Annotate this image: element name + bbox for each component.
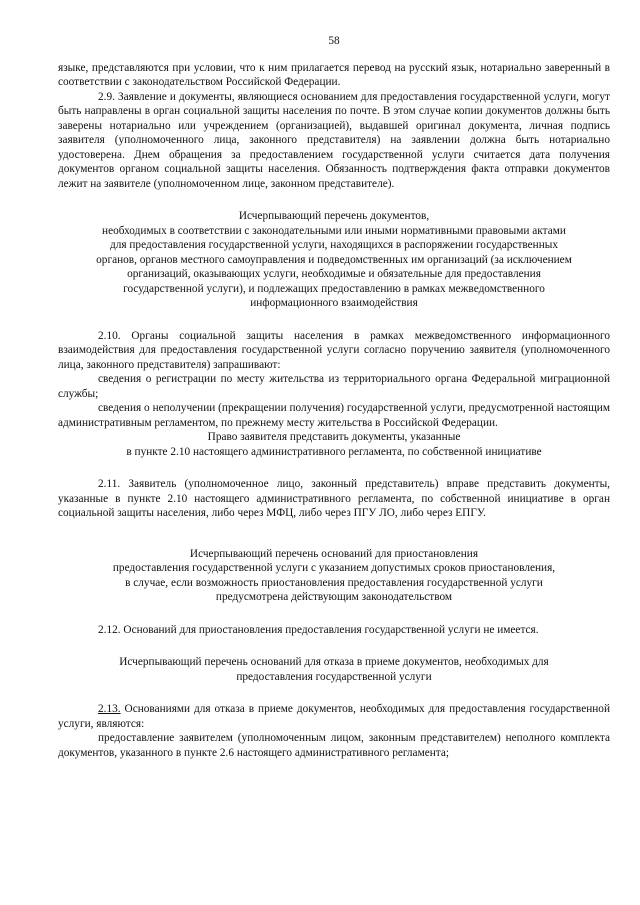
paragraph-2-11: 2.11. Заявитель (уполномоченное лицо, законный представитель) вправе представить документы, указанные в пункте 2.10 настоящего административного регламента, по собственной инициативе в орган социальной защиты населения, либо через МФЦ, либо через ПГУ ЛО, либо через ЕПГУ. [58, 478, 610, 519]
heading-line: в пункте 2.10 настоящего административного регламента, по собственной инициативе [126, 445, 542, 458]
paragraph-2-12: 2.12. Оснований для приостановления предоставления государственной услуги не имеется. [98, 623, 539, 636]
paragraph-2-13-number: 2.13. [98, 703, 121, 715]
paragraph-2-13 [58, 702, 610, 731]
heading-documents-list [58, 209, 610, 311]
heading-line: органов, органов местного самоуправления и подведомственных им организаций (за исключением [96, 253, 572, 266]
heading-line: Исчерпывающий перечень документов, [238, 210, 430, 222]
heading-applicant-right [58, 430, 610, 459]
heading-line: государственной услуги), и подлежащих предоставлению в рамках межведомственного [123, 282, 545, 295]
heading-line: организаций, оказывающих услуги, необходимые и обязательные для предоставления [127, 268, 541, 280]
paragraph-2-10-item-non-receipt: сведения о неполучении (прекращении получения) государственной услуги, предусмотренной настоящим административным регламентом, по прежнему месту жительства в Российской Федерации. [58, 402, 610, 429]
paragraph-2-10: 2.10. Органы социальной защиты населения в рамках межведомственного информационного взаимодействия для предоставления государственной услуги согласно поручению заявителя (уполномоченного лица, законного представителя) запрашивают: [58, 329, 610, 371]
paragraph-2-13-item-incomplete: предоставление заявителем (уполномоченным лицом, законным представителем) неполного комплекта документов, указанного в пункте 2.6 настоящего административного регламента; [58, 732, 610, 759]
heading-line: Исчерпывающий перечень оснований для отказа в приеме документов, необходимых для [119, 656, 549, 668]
paragraph-2-13-text: Основаниями для отказа в приеме документов, необходимых для предоставления государственной услуги, являются: [58, 703, 610, 730]
heading-line: для предоставления государственной услуги, находящихся в распоряжении государственных [109, 239, 558, 251]
heading-line: предоставления государственной услуги [236, 670, 432, 683]
document-page [58, 34, 610, 760]
heading-line: Право заявителя представить документы, указанные [207, 431, 461, 443]
heading-line: необходимых в соответствии с законодательными или иными нормативными правовыми актами [102, 224, 566, 237]
page-number: 58 [328, 35, 340, 47]
paragraph-2-9: 2.9. Заявление и документы, являющиеся основанием для предоставления государственной услуги, могут быть направлены в орган социальной защиты населения по почте. В этом случае копии документов должны быть заверены нотариально или учреждением (организацией), выдавшей оригинал документа, личная подпись заявителя (уполномоченного лица, законного представителя) на заявлении должна быть нотариально удостоверена. Днем обращения за предоставлением государственной услуги считается дата получения документов органом социальной защиты населения. Обязанность подтверждения факта отправки документов лежит на заявителе (уполномоченном лице, законном представителе). [58, 90, 610, 190]
paragraph-2-10-item-registration: сведения о регистрации по месту жительства из территориального органа Федеральной миграционной службы; [58, 373, 610, 400]
heading-line: предоставления государственной услуги с указанием допустимых сроков приостановления, [112, 562, 556, 574]
heading-line: предусмотрена действующим законодательством [215, 591, 453, 603]
heading-line: в случае, если возможность приостановления предоставления государственной услуги [125, 576, 543, 589]
heading-line: информационного взаимодействия [250, 297, 418, 309]
heading-refusal-grounds [58, 655, 610, 684]
paragraph-foreign-language: языке, представляются при условии, что к ним прилагается перевод на русский язык, нотариально заверенный в соответствии с законодательством Российской Федерации. [58, 61, 610, 88]
heading-suspension-grounds [58, 547, 610, 605]
heading-line: Исчерпывающий перечень оснований для приостановления [189, 547, 479, 560]
